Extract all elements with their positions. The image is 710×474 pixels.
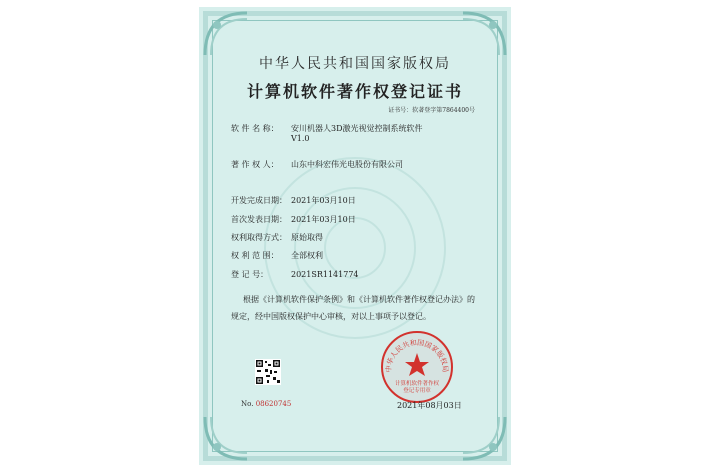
acquire-row <box>231 232 323 243</box>
qr-code-icon <box>255 359 281 385</box>
pub-date-value: 2021年03月10日 <box>291 215 356 224</box>
corner-ornament-icon <box>203 415 249 461</box>
certificate-number-value: 软著登字第7864400号 <box>412 107 475 114</box>
scope-row <box>231 250 323 261</box>
certificate-number <box>388 105 475 114</box>
software-name-row <box>231 123 423 134</box>
legal-statement <box>231 291 481 325</box>
software-name-value: 安川机器人3D激光视觉控制系统软件 <box>291 124 423 133</box>
certificate <box>199 7 511 465</box>
dev-date-row <box>231 195 356 206</box>
seal-inner-text-2: 登记专用章 <box>403 388 431 394</box>
pub-date-label: 首次发表日期： <box>231 215 287 224</box>
dev-date-label: 开发完成日期： <box>231 196 287 205</box>
owner-label: 著 作 权 人： <box>231 160 279 169</box>
seal-ring-text: 中华人民共和国国家版权局 <box>384 338 450 373</box>
certificate-title: 计算机软件著作权登记证书 <box>246 82 463 101</box>
legal-statement-line-2: 规定，经中国版权保护中心审核，对以上事项予以登记。 <box>231 312 431 321</box>
serial-number: 08620745 <box>255 400 292 408</box>
owner-value: 山东中科宏伟光电股份有限公司 <box>291 160 403 169</box>
scope-label: 权 利 范 围： <box>231 251 279 260</box>
dev-date-value: 2021年03月10日 <box>291 196 356 205</box>
corner-ornament-icon <box>461 415 507 461</box>
software-name-label: 软 件 名 称： <box>231 124 279 133</box>
certificate-number-label: 证书号： <box>388 107 413 114</box>
watermark-pattern-icon <box>199 103 511 393</box>
seal-inner-text-1: 计算机软件著作权 <box>394 381 440 387</box>
pub-date-row <box>231 214 356 225</box>
issue-date: 2021年08月03日 <box>397 401 462 410</box>
corner-ornament-icon <box>203 11 249 57</box>
acquire-label: 权利取得方式： <box>231 233 287 242</box>
acquire-value: 原始取得 <box>291 233 323 242</box>
corner-ornament-icon <box>461 11 507 57</box>
reg-no-row <box>231 269 359 280</box>
software-version: V1.0 <box>291 134 310 143</box>
official-seal-icon <box>379 329 455 405</box>
serial-label: No. <box>241 400 254 408</box>
reg-no-value: 2021SR1141774 <box>291 270 359 279</box>
scope-value: 全部权利 <box>291 251 323 260</box>
certificate-serial <box>241 400 291 408</box>
legal-statement-line-1: 根据《计算机软件保护条例》和《计算机软件著作权登记办法》的 <box>243 295 475 304</box>
owner-row <box>231 159 403 170</box>
issuer-title: 中华人民共和国国家版权局 <box>259 56 451 72</box>
reg-no-label: 登 记 号： <box>231 270 269 279</box>
